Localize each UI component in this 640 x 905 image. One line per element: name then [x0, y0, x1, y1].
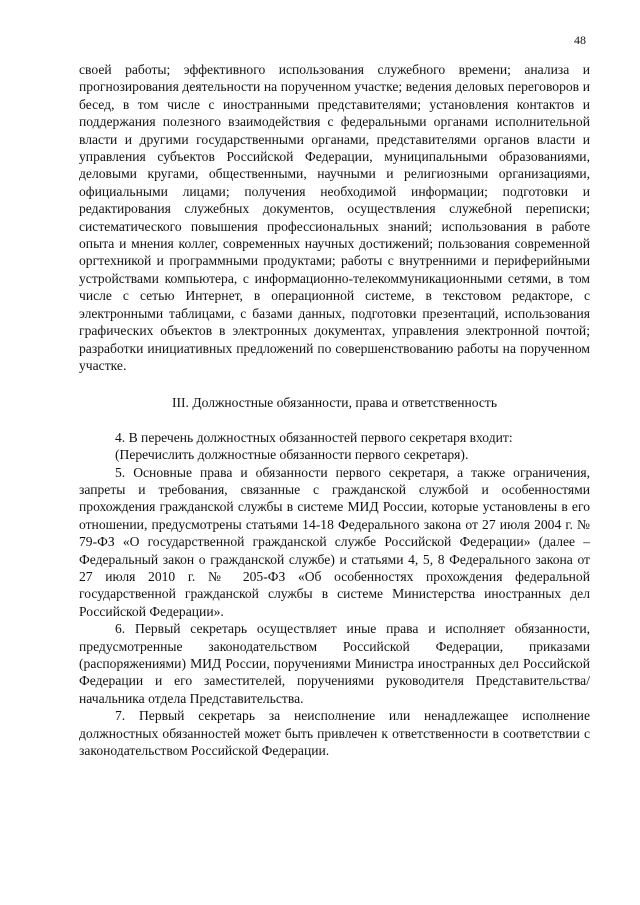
paragraph-4: 4. В перечень должностных обязанностей первого секретаря входит: [115, 429, 513, 445]
paragraph-7: 7. Первый секретарь за неисполнение или ненадлежащее исполнение должностных обязанностей может быть привлечен к ответственности в соответствии с законодательством Российской Федерации. [79, 708, 590, 759]
section-heading: III. Должностные обязанности, права и ответственность [171, 395, 498, 411]
paragraph-5: 5. Основные права и обязанности первого секретаря, а также ограничения, запреты и требования, связанные с гражданской службой и особенностями прохождения гражданской службы в системе МИД России, которые установлены в его отношении, предусмотрены статьями 14-18 Федерального закона от 27 июля 2004 г. № 79-ФЗ «О государственной гражданской службе Российской Федерации» (далее – Федеральный закон о гражданской службе) и статьями 4, 5, 8 Федерального закона от 27 июля 2010 г. № 205-ФЗ «Об особенностях прохождения федеральной государственной гражданской службы в системе Министерства иностранных дел Российской Федерации». [79, 464, 590, 619]
paragraph-4-note: (Перечислить должностные обязанности первого секретаря). [115, 447, 469, 463]
document-body [79, 61, 590, 759]
paragraph-continued: своей работы; эффективного использования служебного времени; анализа и прогнозирования деятельности на порученном участке; ведения деловых переговоров и бесед, в том числе с иностранными представителями; установления контактов и поддержания полезного взаимодействия с федеральными органами исполнительной власти и другими государственными органами, представителями органов власти и управления субъектов Российской Федерации, муниципальными образованиями, деловыми кругами, общественными, научными и религиозными организациями, официальными лицами; получения необходимой информации; подготовки и редактирования служебных документов, осуществления служебной переписки; систематического повышения профессиональных знаний; использования в работе опыта и мнения коллег, современных научных достижений; пользования современной оргтехникой и программными продуктами; работы с внутренними и периферийными устройствами компьютера, с информационно-телекоммуникационными сетями, в том числе с сетью Интернет, в операционной системе, в текстовом редакторе, с электронными таблицами, с базами данных, подготовки презентаций, использования графических объектов в электронных документах, управления электронной почтой; разработки инициативных предложений по совершенствованию работы на порученном участке. [79, 62, 590, 373]
page-number: 48 [574, 33, 586, 47]
paragraph-6: 6. Первый секретарь осуществляет иные права и исполняет обязанности, предусмотренные законодательством Российской Федерации, приказами (распоряжениями) МИД России, поручениями Министра иностранных дел Российской Федерации и его заместителей, поручениями руководителя Представительства/начальника отдела Представительства. [79, 621, 590, 706]
